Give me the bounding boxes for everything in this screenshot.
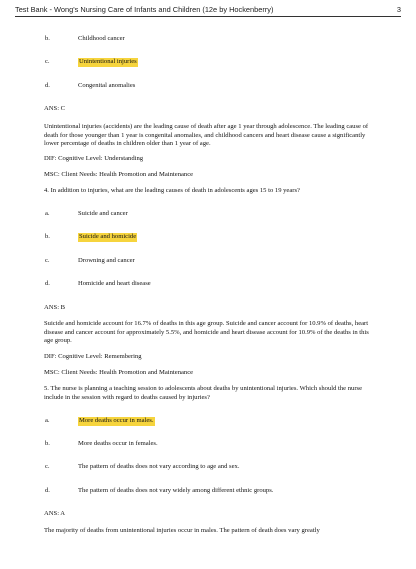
q4-rationale: Suicide and homicide account for 16.7% of deaths in this age group. Suicide and cancer account for 10.9% of deaths, heart disease and cancer account for approximately 5.5%, and homicide and heart disease account for 10.9% of the deaths in this age group. (44, 320, 369, 345)
q5-option-b-label: b. (45, 440, 50, 447)
page-number: 3 (396, 5, 401, 14)
q5-option-d-label: d. (45, 487, 50, 494)
q3-option-c-text-highlighted: Unintentional injuries (79, 58, 137, 65)
q5-stem: 5. The nurse is planning a teaching session to adolescents about deaths by unintentional injuries. Which should the nurse include in the session with regard to deaths caused by injuries? (44, 385, 363, 401)
q5-option-c-label: c. (45, 463, 50, 470)
page-header (15, 5, 401, 17)
q3-difficulty: DIF: Cognitive Level: Understanding (44, 155, 144, 162)
q3-option-b-label: b. (45, 35, 50, 42)
q4-msc: MSC: Client Needs: Health Promotion and Maintenance (44, 369, 194, 376)
q3-option-c-label: c. (45, 58, 50, 65)
q3-msc: MSC: Client Needs: Health Promotion and Maintenance (44, 171, 194, 178)
q4-difficulty: DIF: Cognitive Level: Remembering (44, 353, 142, 360)
q4-option-b-text-highlighted: Suicide and homicide (79, 233, 137, 240)
q3-option-d-text: Congenital anomalies (78, 82, 136, 89)
q4-option-a-label: a. (45, 210, 50, 217)
q4-answer: ANS: B (44, 304, 66, 311)
q4-option-c-text: Drowning and cancer (78, 257, 135, 264)
q4-option-d-label: d. (45, 280, 50, 287)
q5-rationale: The majority of deaths from unintentional injuries occur in males. The pattern of death does vary greatly (44, 527, 320, 534)
q5-option-a-text-highlighted: More deaths occur in males. (79, 417, 154, 424)
q3-rationale: Unintentional injuries (accidents) are the leading cause of death after age 1 year through adolescence. The leading cause of death for those younger than 1 year is congenital anomalies, and childhood cancers and heart disease cause a significantly lower percentage of deaths in children older than 1 year of age. (44, 123, 369, 148)
document-title: Test Bank - Wong's Nursing Care of Infants and Children (12e by Hockenberry) (15, 5, 274, 14)
q4-option-b-label: b. (45, 233, 50, 240)
q5-option-a-label: a. (45, 417, 50, 424)
q5-option-b-text: More deaths occur in females. (78, 440, 158, 447)
q5-option-c-text: The pattern of deaths does not vary according to age and sex. (78, 463, 240, 470)
q5-option-d-text: The pattern of deaths does not vary widely among different ethnic groups. (78, 487, 274, 494)
q3-option-d-label: d. (45, 82, 50, 89)
q4-stem: 4. In addition to injuries, what are the leading causes of death in adolescents ages 15 to 19 years? (44, 187, 300, 194)
q5-answer: ANS: A (44, 510, 66, 517)
q3-option-b-text: Childhood cancer (78, 35, 125, 42)
q3-answer: ANS: C (44, 105, 66, 112)
q4-option-a-text: Suicide and cancer (78, 210, 128, 217)
q4-option-d-text: Homicide and heart disease (78, 280, 151, 287)
q4-option-c-label: c. (45, 257, 50, 264)
